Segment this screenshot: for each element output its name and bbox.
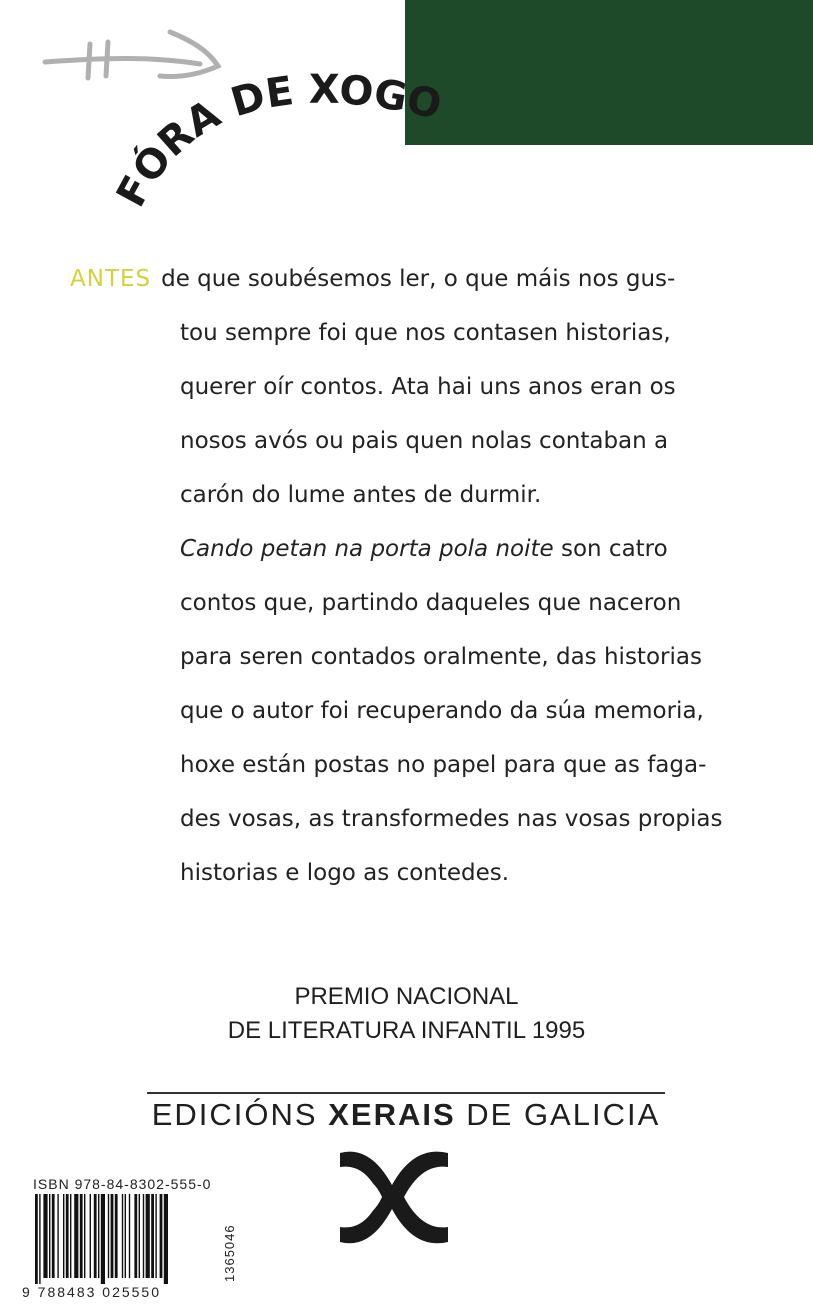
series-arrow-icon: [45, 32, 218, 78]
barcode-bar: [122, 1194, 123, 1278]
barcode-bar: [129, 1194, 130, 1278]
barcode-bar: [70, 1194, 71, 1278]
award-line-1: PREMIO NACIONAL: [294, 983, 519, 1010]
barcode-bar: [151, 1194, 154, 1278]
barcode-bar: [94, 1194, 97, 1278]
blurb-line: historias e logo as contedes.: [180, 860, 510, 886]
barcode-bar: [164, 1194, 168, 1284]
barcode-bar: [125, 1194, 126, 1278]
blurb-line: des vosas, as transformedes nas vosas propias: [180, 806, 723, 832]
barcode-bar: [134, 1194, 137, 1278]
publisher-name: [147, 1097, 665, 1133]
barcode-bar: [63, 1194, 64, 1278]
barcode-bar: [80, 1194, 83, 1278]
award-text: [0, 980, 813, 1048]
green-header-block: [405, 0, 813, 145]
barcode-icon: [33, 1194, 223, 1284]
series-logo: [30, 20, 450, 220]
blurb-line: carón do lume antes de durmir.: [180, 482, 542, 508]
blurb-line: nosos avós ou pais quen nolas contaban a: [180, 428, 669, 454]
barcode-bar: [49, 1194, 50, 1278]
barcode-bar: [35, 1194, 38, 1284]
barcode-bar: [108, 1194, 109, 1278]
publisher-suffix: DE GALICIA: [466, 1097, 661, 1132]
blurb-text: [70, 252, 723, 900]
barcode-bar: [115, 1194, 118, 1278]
divider: [147, 1092, 665, 1094]
barcode-bar: [155, 1194, 156, 1278]
barcode-bar: [143, 1194, 144, 1278]
book-title: Cando petan na porta pola noite: [180, 536, 554, 562]
series-title: FÓRA DE XOGO: [108, 66, 446, 215]
barcode-bar: [139, 1194, 140, 1278]
barcode-bar: [52, 1194, 55, 1278]
blurb-line: querer oír contos. Ata hai uns anos eran os: [180, 374, 676, 400]
barcode-number: 9 788483 025550: [22, 1284, 161, 1300]
barcode-bar: [160, 1194, 163, 1278]
award-line-2: DE LITERATURA INFANTIL 1995: [227, 1017, 586, 1044]
blurb-lead-word: ANTES: [70, 266, 152, 292]
blurb-line: contos que, partindo daqueles que naceron: [180, 590, 682, 616]
blurb-line: que o autor foi recuperando da súa memoria,: [180, 698, 704, 724]
blurb-line: son catro: [560, 536, 668, 562]
blurb-line: para seren contados oralmente, das historias: [180, 644, 702, 670]
barcode-bar: [101, 1194, 105, 1284]
blurb-line: tou sempre foi que nos contasen historias,: [180, 320, 671, 346]
xerais-logo-icon: [330, 1145, 458, 1250]
barcode-bar: [146, 1194, 150, 1278]
barcode-bar: [98, 1194, 99, 1278]
barcode-bar: [111, 1194, 114, 1278]
blurb-line: de que soubésemos ler, o que máis nos gus-: [161, 266, 676, 292]
isbn-label: ISBN 978-84-8302-555-0: [33, 1176, 212, 1192]
barcode-bar: [57, 1194, 58, 1278]
barcode-bar: [74, 1194, 78, 1278]
blurb-line: hoxe están postas no papel para que as faga-: [180, 752, 707, 778]
side-code: 1365046: [222, 1224, 237, 1282]
publisher-prefix: EDICIÓNS: [151, 1097, 318, 1132]
barcode-bar: [39, 1194, 40, 1284]
barcode-bar: [84, 1194, 85, 1278]
barcode-bar: [43, 1194, 47, 1278]
barcode-bar: [90, 1194, 91, 1278]
publisher-brand: XERAIS: [328, 1097, 456, 1132]
barcode-bar: [66, 1194, 69, 1278]
